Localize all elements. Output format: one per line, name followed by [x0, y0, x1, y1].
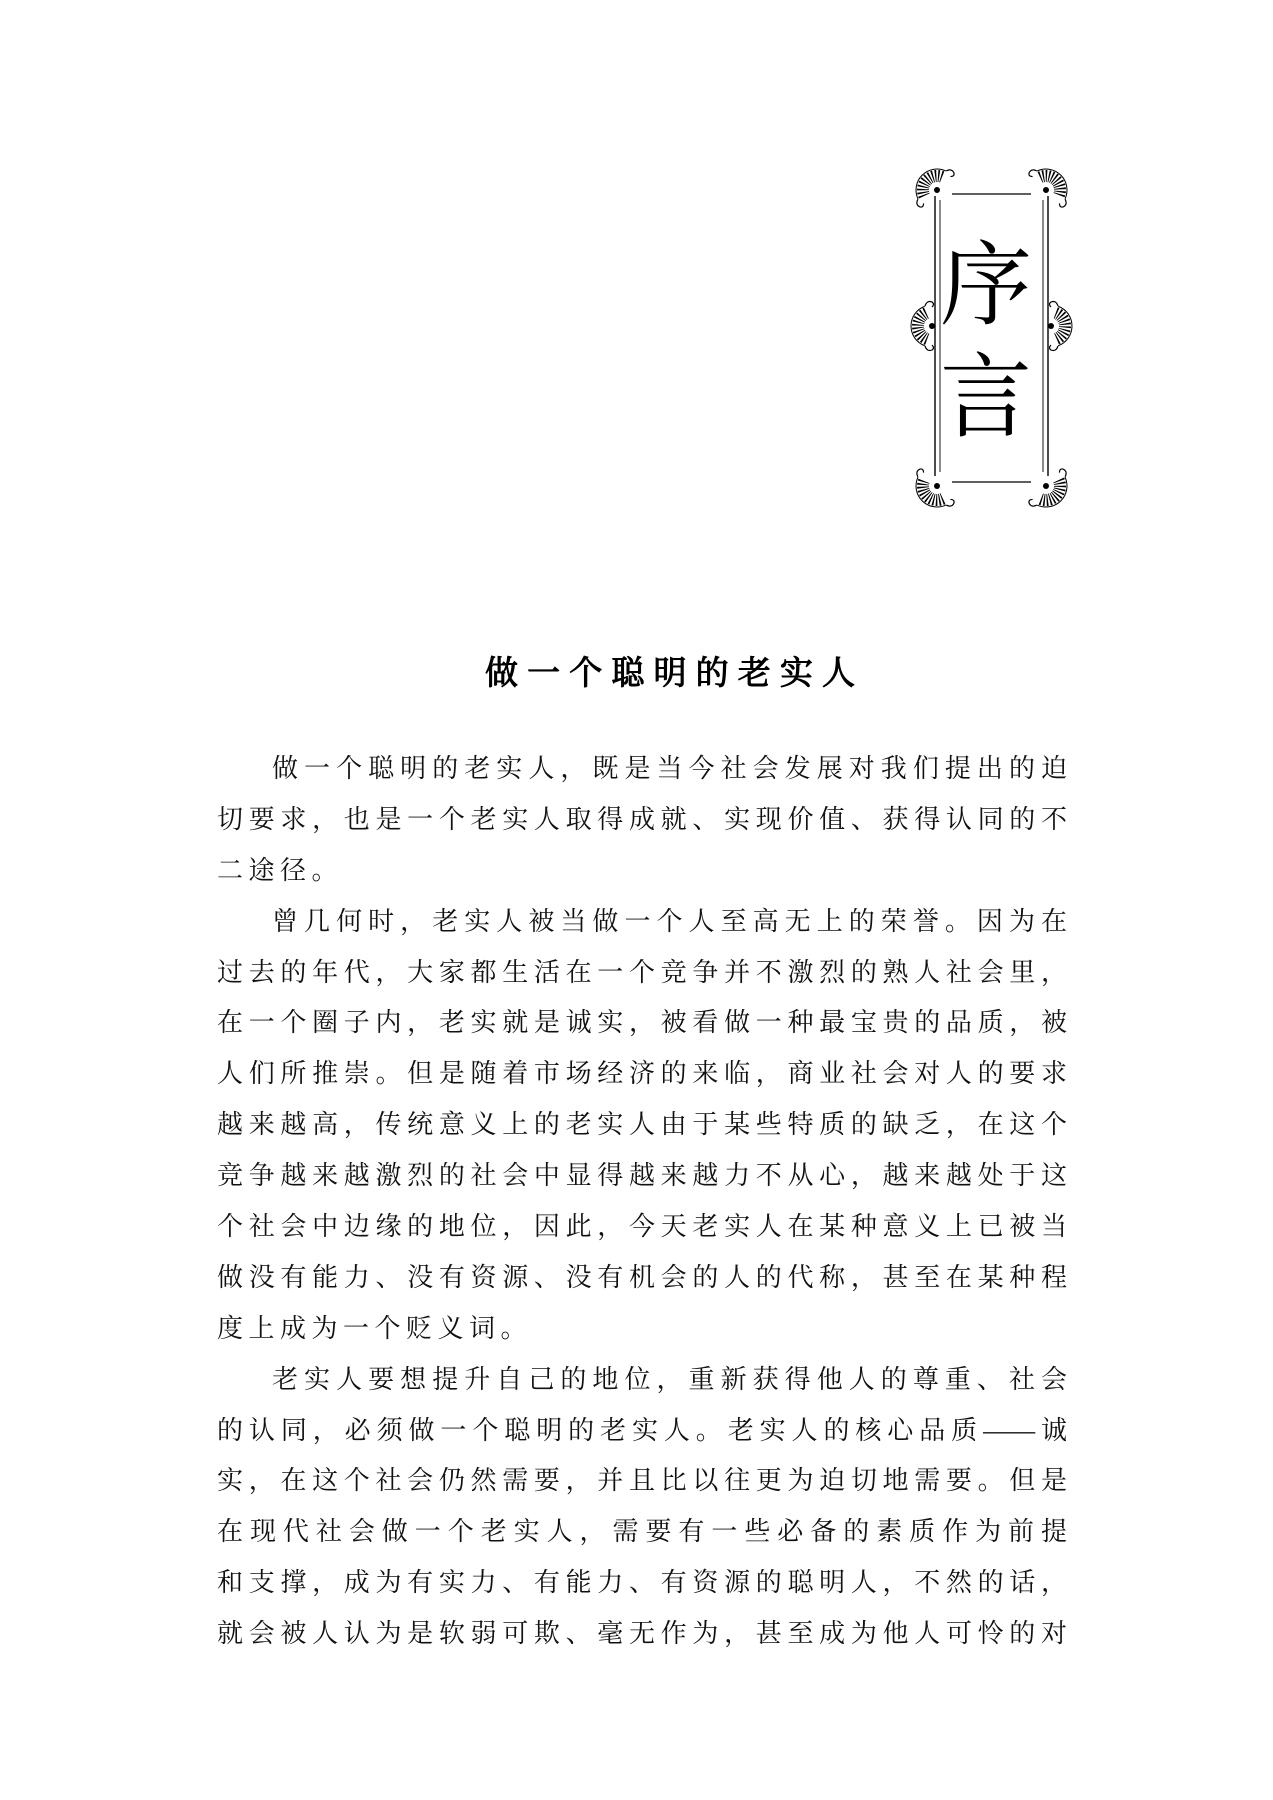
paragraph	[217, 897, 1067, 1355]
body-text	[217, 744, 1067, 1660]
text-line: 二途径。	[217, 855, 344, 885]
text-line: 竞争越来越激烈的社会中显得越来越力不从心，越来越处于这	[217, 1161, 1067, 1191]
text-line: 老实人要想提升自己的地位，重新获得他人的尊重、社会	[272, 1364, 1067, 1394]
section-heading-char-1: 序	[939, 235, 1032, 337]
text-line: 切要求，也是一个老实人取得成就、实现价值、获得认同的不	[217, 804, 1067, 834]
chapter-title: 做一个聪明的老实人	[485, 654, 855, 691]
paragraph	[217, 1355, 1067, 1660]
text-line: 做一个聪明的老实人，既是当今社会发展对我们提出的迫	[272, 754, 1067, 783]
text-line: 实，在这个社会仍然需要，并且比以往更为迫切地需要。但是	[217, 1466, 1067, 1496]
text-line: 在一个圈子内，老实就是诚实，被看做一种最宝贵的品质，被	[217, 1008, 1067, 1038]
text-line: 人们所推崇。但是随着市场经济的来临，商业社会对人的要求	[217, 1059, 1067, 1089]
text-line: 曾几何时，老实人被当做一个人至高无上的荣誉。因为在	[272, 906, 1067, 936]
section-heading-char-2: 言	[939, 347, 1032, 449]
text-line: 的认同，必须做一个聪明的老实人。老实人的核心品质——诚	[217, 1415, 1067, 1445]
text-line: 度上成为一个贬义词。	[217, 1313, 533, 1343]
text-line: 越来越高，传统意义上的老实人由于某些特质的缺乏，在这个	[217, 1110, 1067, 1140]
text-line: 和支撑，成为有实力、有能力、有资源的聪明人，不然的话，	[217, 1568, 1067, 1598]
text-line: 在现代社会做一个老实人，需要有一些必备的素质作为前提	[217, 1517, 1067, 1547]
paragraph	[217, 744, 1067, 897]
text-line: 做没有能力、没有资源、没有机会的人的代称，甚至在某种程	[217, 1262, 1067, 1292]
text-line: 就会被人认为是软弱可欺、毫无作为，甚至成为他人可怜的对	[217, 1619, 1067, 1649]
text-line: 过去的年代，大家都生活在一个竞争并不激烈的熟人社会里，	[217, 957, 1067, 987]
text-line: 个社会中边缘的地位，因此，今天老实人在某种意义上已被当	[217, 1212, 1067, 1242]
